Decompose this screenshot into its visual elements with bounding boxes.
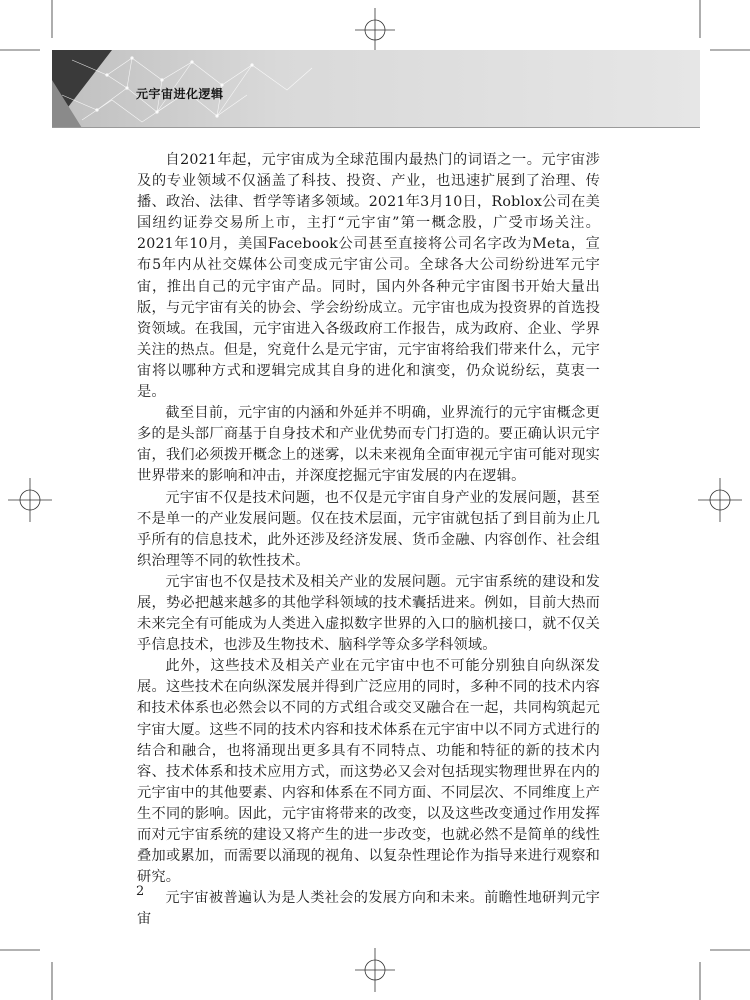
registration-target-top [355, 8, 395, 52]
registration-target-left [8, 478, 52, 522]
paragraph: 自2021年起，元宇宙成为全球范围内最热门的词语之一。元宇宙涉及的专业领域不仅涵盖了科技、投资、产业，也迅速扩展到了治理、传播、政治、法律、哲学等诸多领域。2021年3月10日，Roblox公司在美国纽约证券交易所上市，主打“元宇宙”第一概念股，广受市场关注。2021年10月，美国Facebook公司甚至直接将公司名字改为Meta，宣布5年内从社交媒体公司变成元宇宙公司。全球各大公司纷纷进军元宇宙，推出自己的元宇宙产品。同时，国内外各种元宇宙图书开始大量出版，与元宇宙有关的协会、学会纷纷成立。元宇宙也成为投资界的首选投资领域。在我国，元宇宙进入各级政府工作报告，成为政府、企业、学界关注的热点。但是，究竟什么是元宇宙，元宇宙将给我们带来什么，元宇宙将以哪种方式和逻辑完成其自身的进化和演变，仍众说纷纭，莫衷一是。 [137, 152, 600, 401]
paragraph: 元宇宙被普遍认为是人类社会的发展方向和未来。前瞻性地研判元宇宙 [137, 890, 600, 928]
paragraph: 元宇宙不仅是技术问题，也不仅是元宇宙自身产业的发展问题，甚至不是单一的产业发展问题。仅在技术层面，元宇宙就包括了到目前为止几乎所有的信息技术，此外还涉及经济发展、货币金融、内容创作、社会组织治理等不同的软性技术。 [137, 489, 600, 569]
paragraph: 此外，这些技术及相关产业在元宇宙中也不可能分别独自向纵深发展。这些技术在向纵深发展并得到广泛应用的同时，多种不同的技术内容和技术体系也必然会以不同的方式组合或交叉融合在一起，共同构筑起元宇宙大厦。这些不同的技术内容和技术体系在元宇宙中以不同方式进行的结合和融合，也将涌现出更多具有不同特点、功能和特征的新的技术内容、技术体系和技术应用方式，而这势必又会对包括现实物理世界在内的元宇宙中的其他要素、内容和体系在不同方面、不同层次、不同维度上产生不同的影响。因此，元宇宙将带来的改变，以及这些改变通过作用发挥而对元宇宙系统的建设又将产生的进一步改变，也就必然不是简单的线性叠加或累加，而需要以涌现的视角、以复杂性理论作为指导来进行观察和研究。 [137, 658, 600, 886]
page-number: 2 [136, 884, 145, 899]
body-text [137, 150, 600, 928]
paragraph: 截至目前，元宇宙的内涵和外延并不明确，业界流行的元宇宙概念更多的是头部厂商基于自身技术和产业优势而专门打造的。要正确认识元宇宙，我们必须拨开概念上的迷雾，以未来视角全面审视元宇宙可能对现实世界带来的影响和冲击，并深度挖掘元宇宙发展的内在逻辑。 [137, 405, 600, 485]
registration-target-bottom [355, 948, 395, 992]
paragraph: 元宇宙也不仅是技术及相关产业的发展问题。元宇宙系统的建设和发展，势必把越来越多的其他学科领域的技术囊括进来。例如，目前大热而未来完全有可能成为人类进入虚拟数字世界的入口的脑机接口，就不仅关乎信息技术，也涉及生物技术、脑科学等众多学科领域。 [137, 573, 600, 654]
registration-target-right [698, 478, 742, 522]
running-title: 元宇宙进化逻辑 [136, 87, 224, 101]
